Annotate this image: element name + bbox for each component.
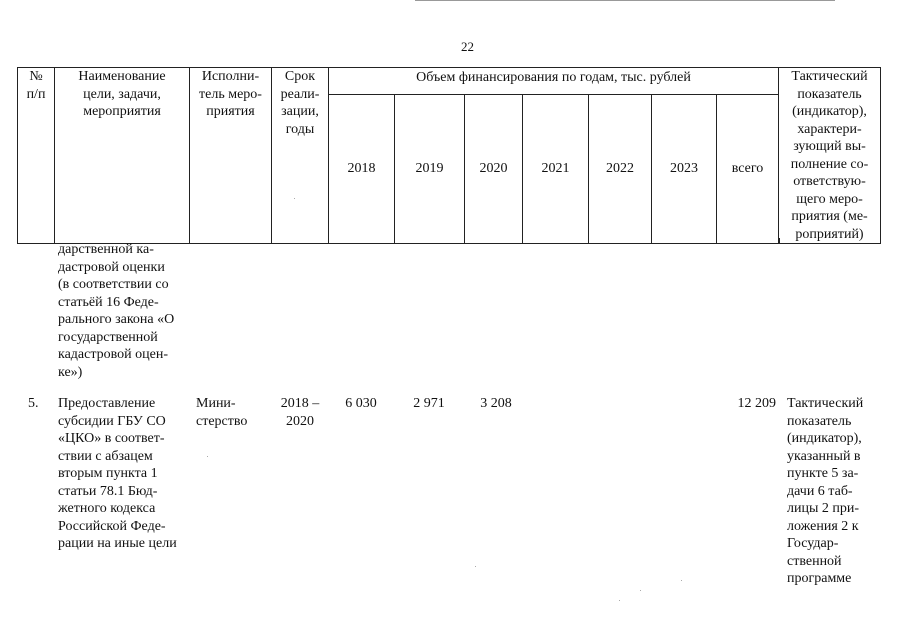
header-name: Наименование цели, задачи, мероприятия — [55, 68, 190, 244]
scan-speck — [207, 456, 208, 457]
column-rule — [880, 238, 881, 244]
header-executor: Исполни- тель меро- приятия — [190, 68, 272, 244]
scan-speck — [681, 580, 682, 581]
row-number: 5. — [28, 396, 39, 411]
header-year-2020: 2020 — [465, 94, 523, 243]
header-year-2021: 2021 — [523, 94, 589, 243]
header-num: № п/п — [18, 68, 55, 244]
table-header — [17, 67, 881, 244]
header-financing: Объем финансирования по годам, тыс. рублей — [329, 68, 779, 95]
row-name: Предоставление субсидии ГБУ СО «ЦКО» в соответ- ствии с абзацем вторым пункта 1 статьи 78.1 Бюд- жетного кодекса Российской Феде- рации на иные цели — [58, 396, 177, 551]
scan-speck — [294, 198, 295, 199]
scan-speck — [619, 600, 620, 601]
value-2019: 2 971 — [413, 396, 445, 411]
header-term: Срок реали- зации, годы — [272, 68, 329, 244]
header-year-2023: 2023 — [652, 94, 717, 243]
scan-speck — [475, 566, 476, 567]
row-term: 2018 – 2020 — [280, 396, 320, 429]
column-rule — [271, 238, 272, 244]
header-indicator: Тактический показатель (индикатор), характери- зующий вы- полнение со- ответствую- щего меро- приятия (ме- роприятий) — [779, 68, 881, 244]
column-rule — [17, 238, 18, 244]
scan-speck — [640, 590, 641, 591]
header-total: всего — [717, 94, 779, 243]
header-year-2022: 2022 — [589, 94, 652, 243]
top-rule — [415, 0, 835, 1]
column-rule — [779, 238, 780, 244]
row-executor: Мини- стерство — [196, 396, 248, 429]
value-2018: 6 030 — [345, 396, 377, 411]
continued-row-name: дарственной ка- дастровой оценки (в соответствии со статьёй 16 Феде- рального закона «О государственной кадастровой оцен- ке») — [58, 242, 175, 380]
row-indicator: Тактический показатель (индикатор), указанный в пункте 5 за- дачи 6 таб- лицы 2 при- ложения 2 к Государ- ственной программе — [787, 396, 864, 586]
value-total: 12 209 — [737, 396, 776, 411]
value-2020: 3 208 — [480, 396, 512, 411]
column-rule — [328, 238, 329, 244]
header-year-2018: 2018 — [329, 94, 395, 243]
column-rule — [54, 238, 55, 244]
header-year-2019: 2019 — [395, 94, 465, 243]
page-number: 22 — [461, 39, 474, 54]
